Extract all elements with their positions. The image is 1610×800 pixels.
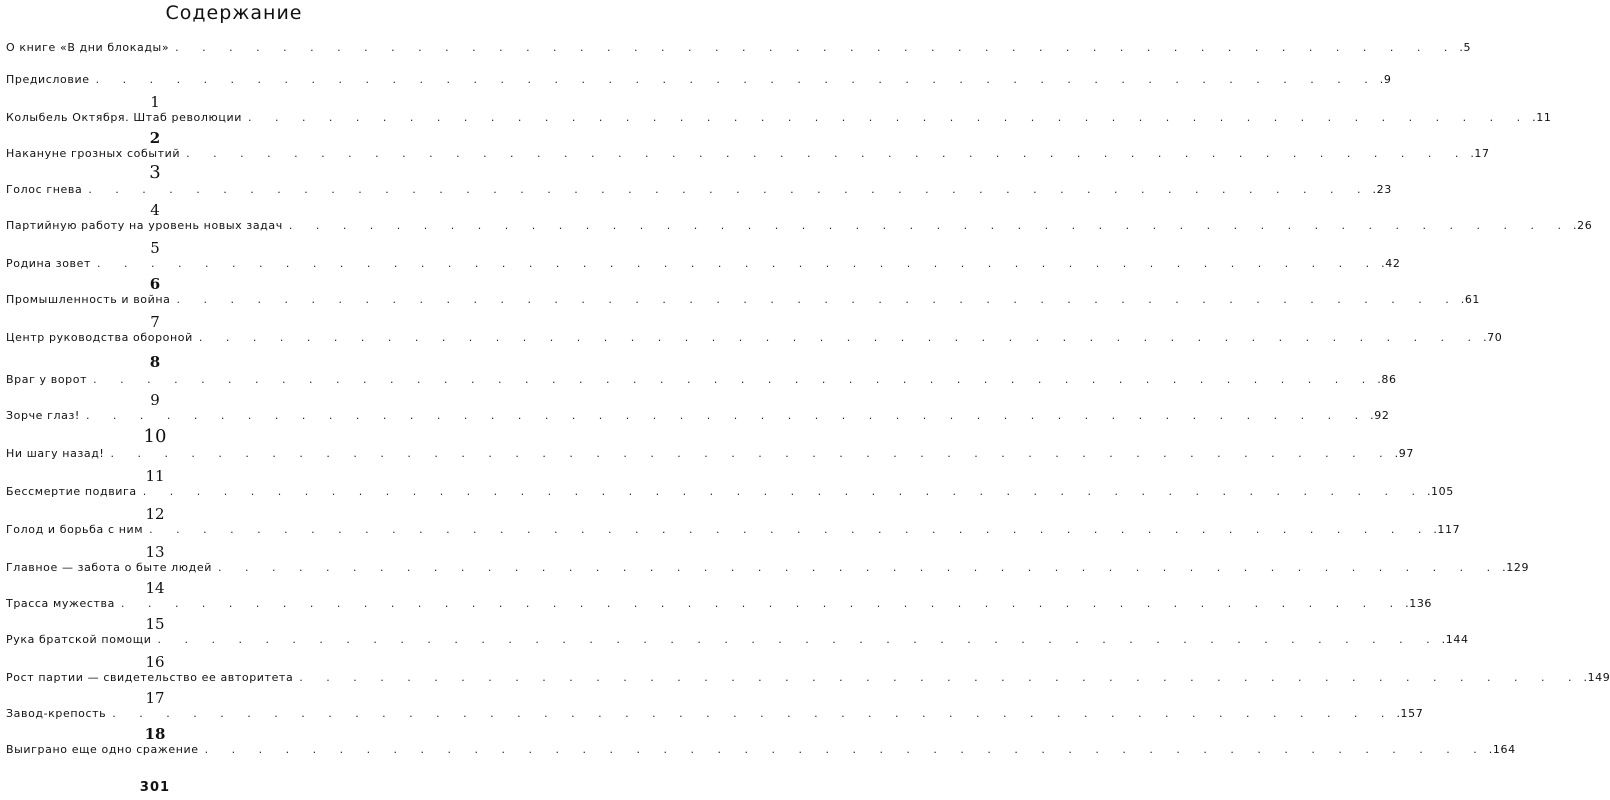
dot-leader: . . . . . . . . . . . . . . . . . . . . . . . . . . . . . . . . . . . . . . . . . . . . . . . . <box>176 293 1459 306</box>
toc-entry-page: .136 <box>1405 597 1433 610</box>
toc-entry-page: .144 <box>1441 633 1469 646</box>
dot-leader: . . . . . . . . . . . . . . . . . . . . . . . . . . . . . . . . . . . . . . . . . . . . . . . . <box>217 561 1501 574</box>
dot-leader: . . . . . . . . . . . . . . . . . . . . . . . . . . . . . . . . . . . . . . . . . . . . . . . . <box>142 485 1425 498</box>
toc-entry-title: Ни шагу назад! <box>6 447 105 460</box>
toc-entry-page: .5 <box>1459 41 1472 54</box>
toc-entry <box>6 146 1490 162</box>
toc-entry-page: .92 <box>1370 409 1390 422</box>
dot-leader: . . . . . . . . . . . . . . . . . . . . . . . . . . . . . . . . . . . . . . . . . . . . . . . . <box>95 73 1378 86</box>
dot-leader: . . . . . . . . . . . . . . . . . . . . . . . . . . . . . . . . . . . . . . . . . . . . . . . . <box>110 447 1393 460</box>
toc-entry-page: .157 <box>1396 707 1424 720</box>
toc-entry-title: Рука братской помощи <box>6 633 152 646</box>
toc-entry-title: Голод и борьба с ним <box>6 523 144 536</box>
dot-leader: . . . . . . . . . . . . . . . . . . . . . . . . . . . . . . . . . . . . . . . . . . . . . . . . <box>93 373 1376 386</box>
toc-entry-page: .149 <box>1583 671 1610 684</box>
toc-entry-title: Трасса мужества <box>6 597 115 610</box>
dot-leader: . . . . . . . . . . . . . . . . . . . . . . . . . . . . . . . . . . . . . . . . . . . . . . . . <box>247 111 1531 124</box>
chapter-number: 2 <box>149 129 161 147</box>
toc-entry <box>6 330 1503 346</box>
page-title: Содержание <box>165 2 303 24</box>
dot-leader: . . . . . . . . . . . . . . . . . . . . . . . . . . . . . . . . . . . . . . . . . . . . . . . . <box>186 147 1469 160</box>
dot-leader: . . . . . . . . . . . . . . . . . . . . . . . . . . . . . . . . . . . . . . . . . . . . . . . . <box>175 41 1458 54</box>
toc-entry <box>6 372 1397 388</box>
toc-entry-title: Накануне грозных событий <box>6 147 181 160</box>
toc-entry-title: Родина зовет <box>6 257 91 270</box>
toc-entry-page: .70 <box>1483 331 1503 344</box>
chapter-number: 10 <box>143 426 167 447</box>
toc-entry-page: .26 <box>1573 219 1593 232</box>
chapter-number: 11 <box>145 467 165 485</box>
dot-leader: . . . . . . . . . . . . . . . . . . . . . . . . . . . . . . . . . . . . . . . . . . . . . . . . <box>96 257 1380 270</box>
dot-leader: . . . . . . . . . . . . . . . . . . . . . . . . . . . . . . . . . . . . . . . . . . . . . . . . <box>112 707 1395 720</box>
toc-entry <box>6 40 1472 56</box>
toc-entry <box>6 110 1552 126</box>
chapter-number: 9 <box>150 391 160 409</box>
chapter-number: 15 <box>145 615 165 633</box>
toc-entry <box>6 670 1610 686</box>
dot-leader: . . . . . . . . . . . . . . . . . . . . . . . . . . . . . . . . . . . . . . . . . . . . . . . . <box>120 597 1404 610</box>
chapter-number: 6 <box>149 275 161 293</box>
dot-leader: . . . . . . . . . . . . . . . . . . . . . . . . . . . . . . . . . . . . . . . . . . . . . . . . <box>157 633 1440 646</box>
toc-entry <box>6 72 1392 88</box>
toc-entry <box>6 632 1469 648</box>
toc-entry <box>6 522 1461 538</box>
toc-entry-title: Центр руководства обороной <box>6 331 193 344</box>
toc-entry-page: .129 <box>1502 561 1530 574</box>
chapter-number: 4 <box>150 201 160 219</box>
toc-entry <box>6 408 1390 424</box>
chapter-number: 8 <box>149 353 161 371</box>
chapter-number: 14 <box>145 579 165 597</box>
chapter-number: 3 <box>149 162 161 183</box>
dot-leader: . . . . . . . . . . . . . . . . . . . . . . . . . . . . . . . . . . . . . . . . . . . . . . . . <box>149 523 1432 536</box>
toc-entry <box>6 292 1481 308</box>
dot-leader: . . . . . . . . . . . . . . . . . . . . . . . . . . . . . . . . . . . . . . . . . . . . . . . . <box>288 219 1572 232</box>
toc-entry-title: Зорче глаз! <box>6 409 80 422</box>
toc-entry-title: Колыбель Октября. Штаб революции <box>6 111 242 124</box>
dot-leader: . . . . . . . . . . . . . . . . . . . . . . . . . . . . . . . . . . . . . . . . . . . . . . . . <box>85 409 1369 422</box>
toc-entry-title: Рост партии — свидетельство ее авторитета <box>6 671 294 684</box>
toc-entry <box>6 560 1530 576</box>
toc-entry-page: .9 <box>1379 73 1392 86</box>
toc-entry-page: .11 <box>1532 111 1552 124</box>
toc-entry-title: О книге «В дни блокады» <box>6 41 170 54</box>
toc-entry-page: .164 <box>1488 743 1516 756</box>
toc-entry-title: Промышленность и война <box>6 293 171 306</box>
toc-entry <box>6 218 1593 234</box>
toc-entry-title: Враг у ворот <box>6 373 88 386</box>
dot-leader: . . . . . . . . . . . . . . . . . . . . . . . . . . . . . . . . . . . . . . . . . . . . . . . . <box>299 671 1582 684</box>
dot-leader: . . . . . . . . . . . . . . . . . . . . . . . . . . . . . . . . . . . . . . . . . . . . . . . . <box>88 183 1371 196</box>
page-number: 301 <box>139 780 171 795</box>
chapter-number: 1 <box>150 93 160 111</box>
chapter-number: 17 <box>145 689 165 707</box>
toc-entry <box>6 596 1433 612</box>
toc-entry-title: Главное — забота о быте людей <box>6 561 212 574</box>
toc-entry <box>6 446 1414 462</box>
toc-entry-page: .17 <box>1470 147 1490 160</box>
chapter-number: 16 <box>145 653 165 671</box>
toc-entry-title: Партийную работу на уровень новых задач <box>6 219 283 232</box>
toc-entry-title: Голос гнева <box>6 183 83 196</box>
chapter-number: 7 <box>150 313 160 331</box>
toc-entry-page: .42 <box>1381 257 1401 270</box>
toc-entry-page: .105 <box>1426 485 1454 498</box>
toc-entry-title: Завод-крепость <box>6 707 107 720</box>
toc-entry-title: Выиграно еще одно сражение <box>6 743 199 756</box>
toc-entry-page: .23 <box>1372 183 1392 196</box>
toc-entry-title: Бессмертие подвига <box>6 485 137 498</box>
toc-entry-page: .61 <box>1460 293 1481 306</box>
chapter-number: 13 <box>145 543 165 561</box>
toc-entry <box>6 182 1392 198</box>
toc-entry <box>6 742 1516 758</box>
toc-entry <box>6 256 1401 272</box>
dot-leader: . . . . . . . . . . . . . . . . . . . . . . . . . . . . . . . . . . . . . . . . . . . . . . . . <box>198 331 1482 344</box>
toc-entry <box>6 484 1454 500</box>
toc-entry-page: .117 <box>1433 523 1461 536</box>
dot-leader: . . . . . . . . . . . . . . . . . . . . . . . . . . . . . . . . . . . . . . . . . . . . . . . . <box>204 743 1487 756</box>
chapter-number: 18 <box>144 725 166 743</box>
toc-entry-page: .97 <box>1394 447 1414 460</box>
chapter-number: 5 <box>150 239 160 257</box>
toc-entry-page: .86 <box>1377 373 1397 386</box>
toc-entry-title: Предисловие <box>6 73 90 86</box>
toc-entry <box>6 706 1424 722</box>
chapter-number: 12 <box>145 505 165 523</box>
